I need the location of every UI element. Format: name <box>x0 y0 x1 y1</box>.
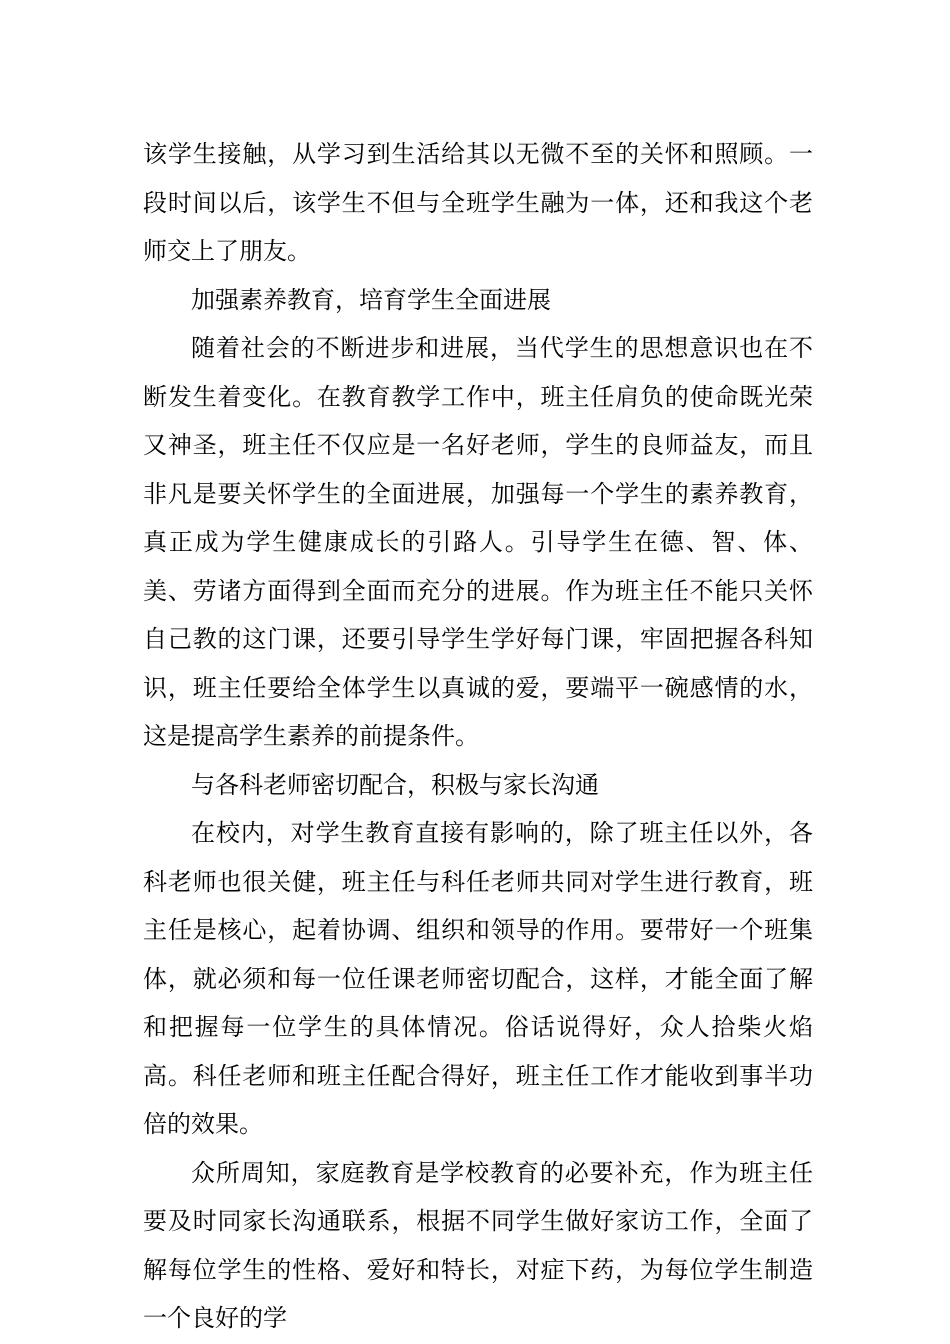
section-heading-cooperation: 与各科老师密切配合，积极与家长沟通 <box>191 770 599 799</box>
paragraph-teacher-cooperation: 在校内，对学生教育直接有影响的，除了班主任以外，各科老师也很关健，班主任与科任老师共同对学生进行教育，班主任是核心，起着协调、组织和领导的作用。要带好一个班集体，就必须和每一位任课老师密切配合，这样，才能全面了解和把握每一位学生的具体情况。俗话说得好，众人拾柴火焰高。科任老师和班主任配合得好，班主任工作才能收到事半功倍的效果。 <box>143 819 813 1138</box>
paragraph-continuation: 该学生接触，从学习到生活给其以无微不至的关怀和照顾。一段时间以后，该学生不但与全班学生融为一体，还和我这个老师交上了朋友。 <box>143 140 813 265</box>
paragraph-family-education: 众所周知，家庭教育是学校教育的必要补充，作为班主任要及时同家长沟通联系，根据不同学生做好家访工作，全面了解每位学生的性格、爱好和特长，对症下药，为每位学生制造一个良好的学 <box>143 1158 813 1332</box>
section-heading-quality-education: 加强素养教育，培育学生全面进展 <box>191 285 551 314</box>
paragraph-quality-education: 随着社会的不断进步和进展，当代学生的思想意识也在不断发生着变化。在教育教学工作中，班主任肩负的使命既光荣又神圣，班主任不仅应是一名好老师，学生的良师益友，而且非凡是要关怀学生的全面进展，加强每一个学生的素养教育，真正成为学生健康成长的引路人。引导学生在德、智、体、美、劳诸方面得到全面而充分的进展。作为班主任不能只关怀自己教的这门课，还要引导学生学好每门课，牢固把握各科知识，班主任要给全体学生以真诚的爱，要端平一碗感情的水，这是提高学生素养的前提条件。 <box>143 334 813 750</box>
document-body <box>143 130 813 1343</box>
